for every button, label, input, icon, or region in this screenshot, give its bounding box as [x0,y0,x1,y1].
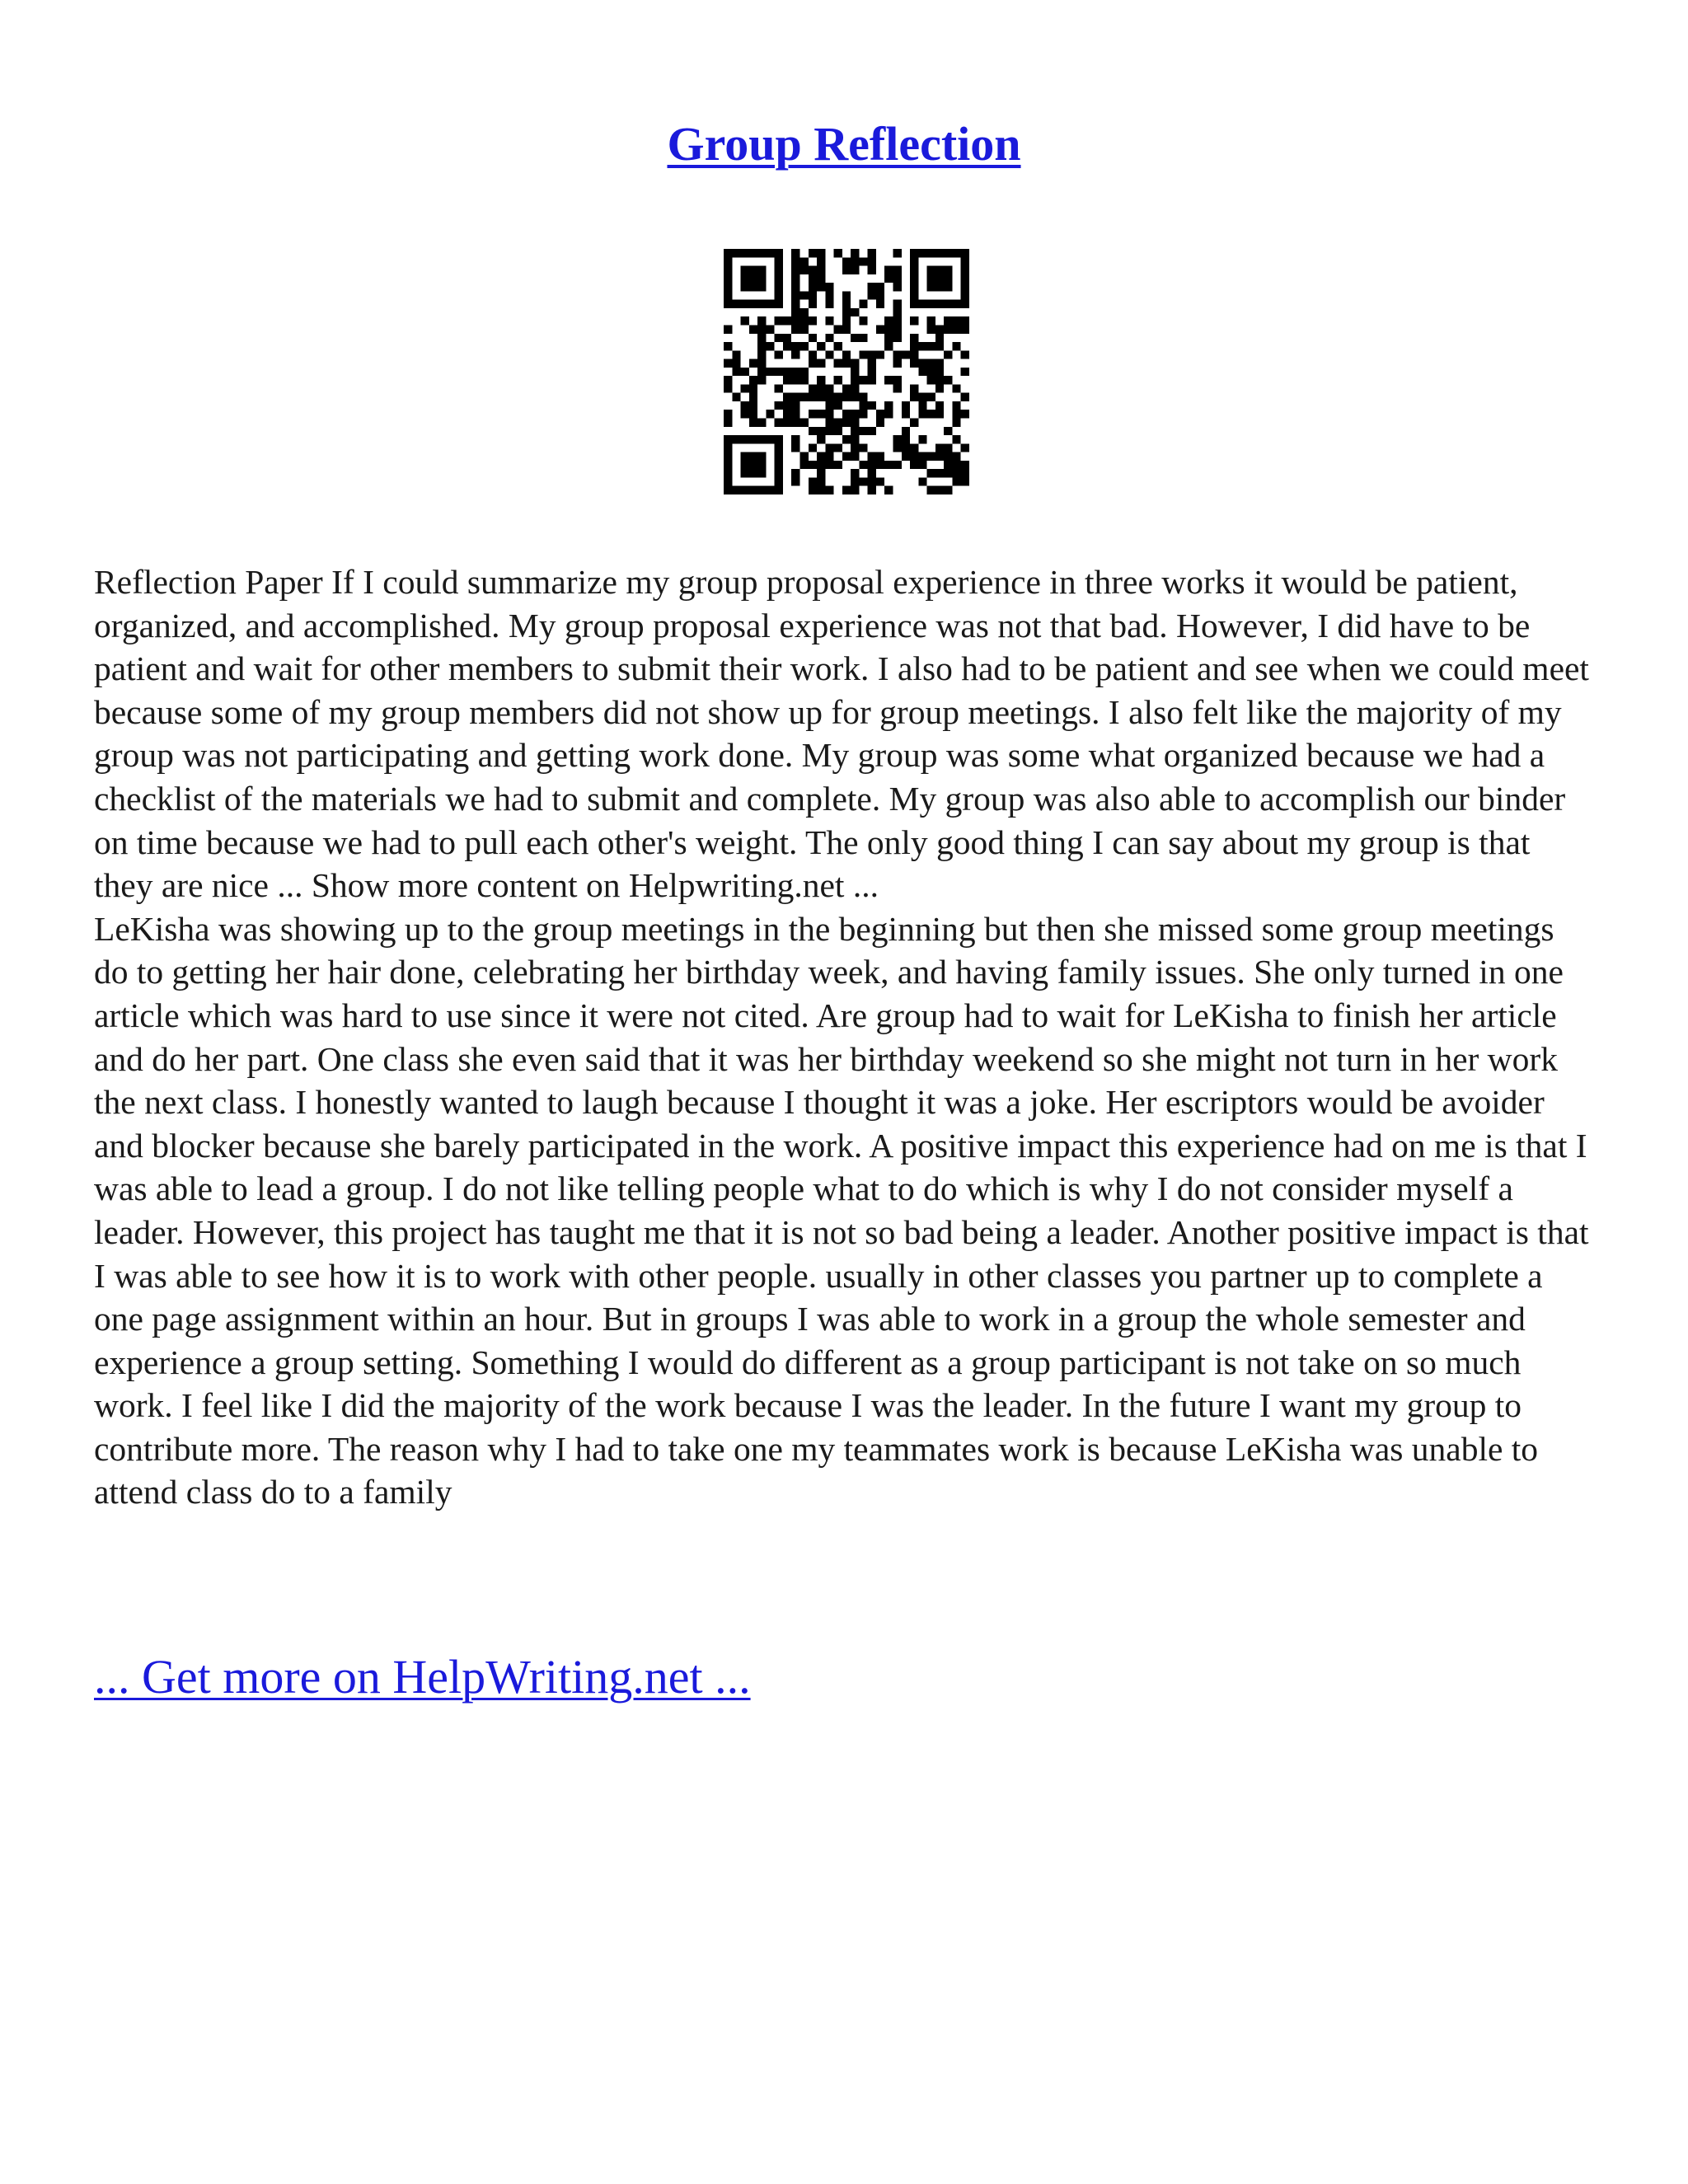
paragraph-2: LeKisha was showing up to the group meetings in the beginning but then she missed some group meetings do to getting her hair done, celebrating her birthday week, and having family issues. She only turned in one article which was hard to use since it were not cited. Are group had to wait for LeKisha to finish her article and do her part. One class she even said that it was her birthday weekend so she might not turn in her work the next class. I honestly wanted to laugh because I thought it was a joke. Her escriptors would be avoider and blocker because she barely participated in the work. A positive impact this experience had on me is that I was able to lead a group. I do not like telling people what to do which is why I do not consider myself a leader. However, this project has taught me that it is not so bad being a leader. Another positive impact is that I was able to see how it is to work with other people. usually in other classes you partner up to complete a one page assignment within an hour. But in groups I was able to work in a group the whole semester and experience a group setting. Something I would do different as a group participant is not take on so much work. I feel like I did the majority of the work because I was the leader. In the future I want my group to contribute more. The reason why I had to take one my teammates work is because LeKisha was unable to attend class do to a family [94,909,1589,1511]
body-text [94,560,1594,1514]
paragraph-1: Reflection Paper If I could summarize my group proposal experience in three works it would be patient, organized, and accomplished. My group proposal experience was not that bad. However, I did have to be patient and wait for other members to submit their work. I also had to be patient and see when we could meet because some of my group members did not show up for group meetings. I also felt like the majority of my group was not participating and getting work done. My group was some what organized because we had a checklist of the materials we had to submit and complete. My group was also able to accomplish our binder on time because we had to pull each other's weight. The only good thing I can say about my group is that they are nice ... Show more content on Helpwriting.net ... [94,563,1589,905]
page-title [0,115,1688,173]
title-link[interactable]: Group Reflection [667,117,1021,171]
get-more-link[interactable]: ... Get more on HelpWriting.net ... [94,1650,751,1704]
get-more-link-container [94,1648,751,1706]
qr-code-icon [724,249,969,494]
